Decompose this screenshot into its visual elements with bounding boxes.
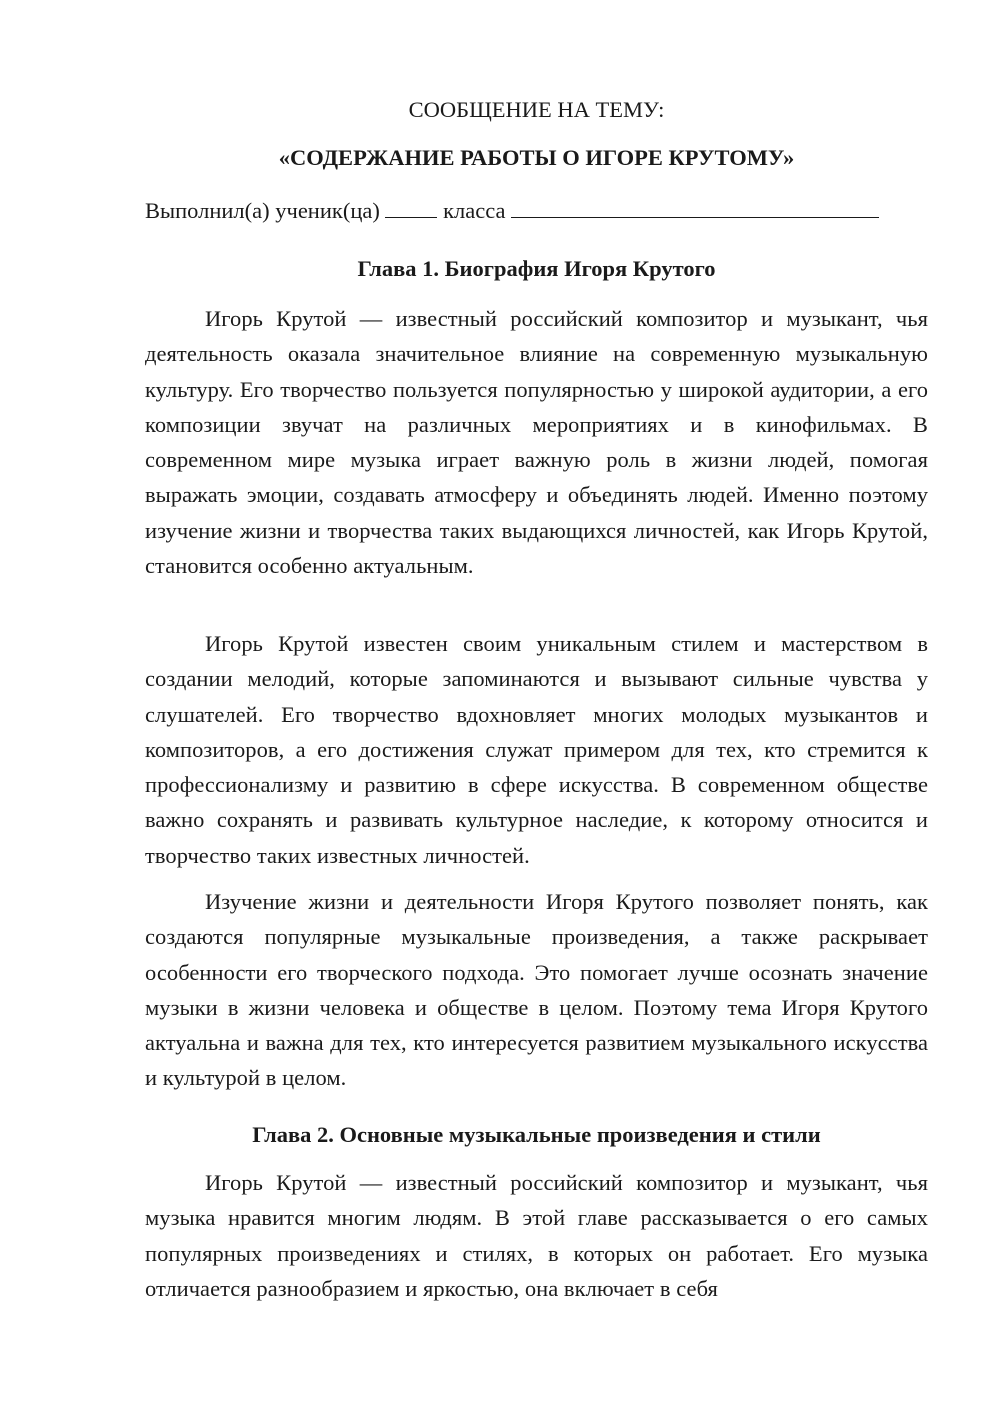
chapter-1-paragraph-3: Изучение жизни и деятельности Игоря Крутого позволяет понять, как создаются популярные музыкальные произведения, а также раскрывает особенности его творческого подхода. Это помогает лучше осознать значение музыки в жизни человека и обществе в целом. Поэтому тема Игоря Крутого актуальна и важна для тех, кто интересуется развитием музыкального искусства и культурой в целом.	[145, 889, 928, 1091]
author-prefix: Выполнил(а) ученик(ца)	[145, 198, 380, 223]
document-title-line-1: СООБЩЕНИЕ НА ТЕМУ:	[408, 97, 665, 122]
chapter-1-paragraph-2: Игорь Крутой известен своим уникальным стилем и мастерством в создании мелодий, которые запоминаются и вызывают сильные чувства у слушателей. Его творчество вдохновляет многих молодых музыкантов и композиторов, а его достижения служат примером для тех, кто стремится к профессионализму и развитию в сфере искусства. В современном обществе важно сохранять и развивать культурное наследие, к которому относится и творчество таких известных личностей.	[145, 631, 928, 868]
chapter-2-paragraph-1: Игорь Крутой — известный российский композитор и музыкант, чья музыка нравится многим людям. В этой главе рассказывается о его самых популярных произведениях и стилях, в которых он работает. Его музыка отличается разнообразием и яркостью, она включает в себя	[145, 1170, 928, 1301]
chapter-1-paragraph-1: Игорь Крутой — известный российский композитор и музыкант, чья деятельность оказала значительное влияние на современную музыкальную культуру. Его творчество пользуется популярностью у широкой аудитории, а его композиции звучат на различных мероприятиях и в кинофильмах. В современном мире музыка играет важную роль в жизни людей, помогая выражать эмоции, создавать атмосферу и объединять людей. Именно поэтому изучение жизни и творчества таких выдающихся личностей, как Игорь Крутой, становится особенно актуальным.	[145, 306, 928, 579]
name-blank	[511, 197, 879, 218]
document-title-line-2: «СОДЕРЖАНИЕ РАБОТЫ О ИГОРЕ КРУТОМУ»	[278, 145, 795, 170]
author-line	[145, 196, 928, 226]
grade-blank	[385, 197, 437, 218]
author-class-word: класса	[443, 198, 506, 223]
chapter-1-heading: Глава 1. Биография Игоря Крутого	[357, 256, 716, 281]
chapter-2-heading: Глава 2. Основные музыкальные произведения и стили	[252, 1122, 821, 1147]
